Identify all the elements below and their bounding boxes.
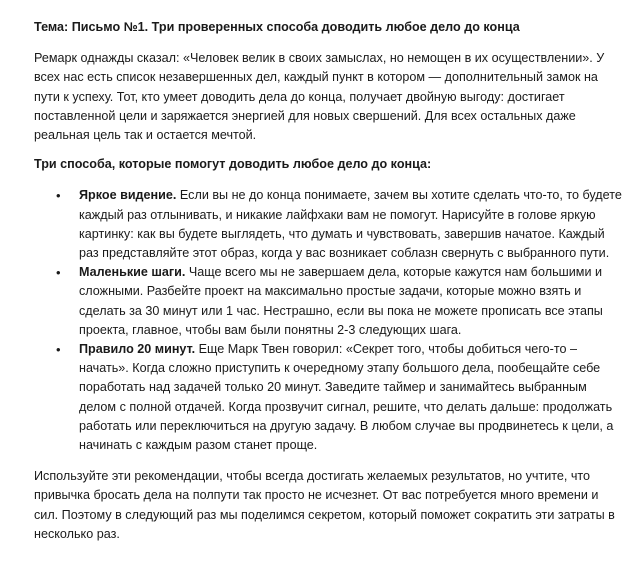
bullet-icon: • [56,265,61,281]
closing-paragraph: Используйте эти рекомендации, чтобы всегда достигать желаемых результатов, но учтите, что привычка бросать дела на полпути так просто не исчезнет. От вас потребуется много времени и сил. Поэтому в следующий раз мы поделимся секретом, который поможет сократить эти затраты в несколько раз. [34,469,615,541]
bullet-icon: • [56,188,61,204]
tip-text: Если вы не до конца понимаете, зачем вы хотите сделать что-то, то будете каждый раз отлынивать, и никакие лайфхаки вам не помогут. Нарисуйте в голове яркую картинку: как вы будете выглядеть, что думать и чувствовать, завершив начатое. Каждый раз представляйте этот образ, когда у вас возникает соблазн свернуть с выбранного пути. [79,188,622,261]
tip-term: Правило 20 минут. [79,342,196,357]
tip-text: Еще Марк Твен говорил: «Секрет того, чтобы добиться чего-то – начать». Когда сложно приступить к очередному этапу большого дела, пообещайте себе поработать над задачей только 20 минут. Заведите таймер и занимайтесь выбранным делом с полной отдачей. Когда прозвучит сигнал, решите, что делать дальше: продолжать работать или переключиться на другую задачу. В любом случае вы продвинетесь к цели, а начинать с каждым разом станет проще. [79,342,614,453]
tip-term: Яркое видение. [79,188,177,203]
tip-term: Маленькие шаги. [79,265,186,280]
tips-list [34,186,625,455]
intro-paragraph: Ремарк однажды сказал: «Человек велик в своих замыслах, но немощен в их осуществлении». У всех нас есть список незавершенных дел, каждый пункт в котором — дополнительный замок на пути к успеху. Тот, кто умеет доводить дела до конца, получает двойную выгоду: достигает поставленной цели и заряжается энергией для новых свершений. Для всех остальных даже реальная цель так и остается мечтой. [34,51,605,143]
bullet-icon: • [56,342,61,358]
tip-item-20-minutes [56,340,625,455]
email-subject-heading: Тема: Письмо №1. Три проверенных способа доводить любое дело до конца [34,20,520,34]
tip-text: Чаще всего мы не завершаем дела, которые кажутся нам большими и сложными. Разбейте проект на максимально простые задачи, которые можно взять и сделать за 30 минут или 1 час. Нестрашно, если вы пока не можете прописать все этапы проекта, главное, чтобы вам были понятны 2-3 следующих шага. [79,265,603,337]
tip-item-small-steps [56,263,625,340]
tips-subheading: Три способа, которые помогут доводить любое дело до конца: [34,157,432,172]
tip-item-vision [56,186,625,263]
